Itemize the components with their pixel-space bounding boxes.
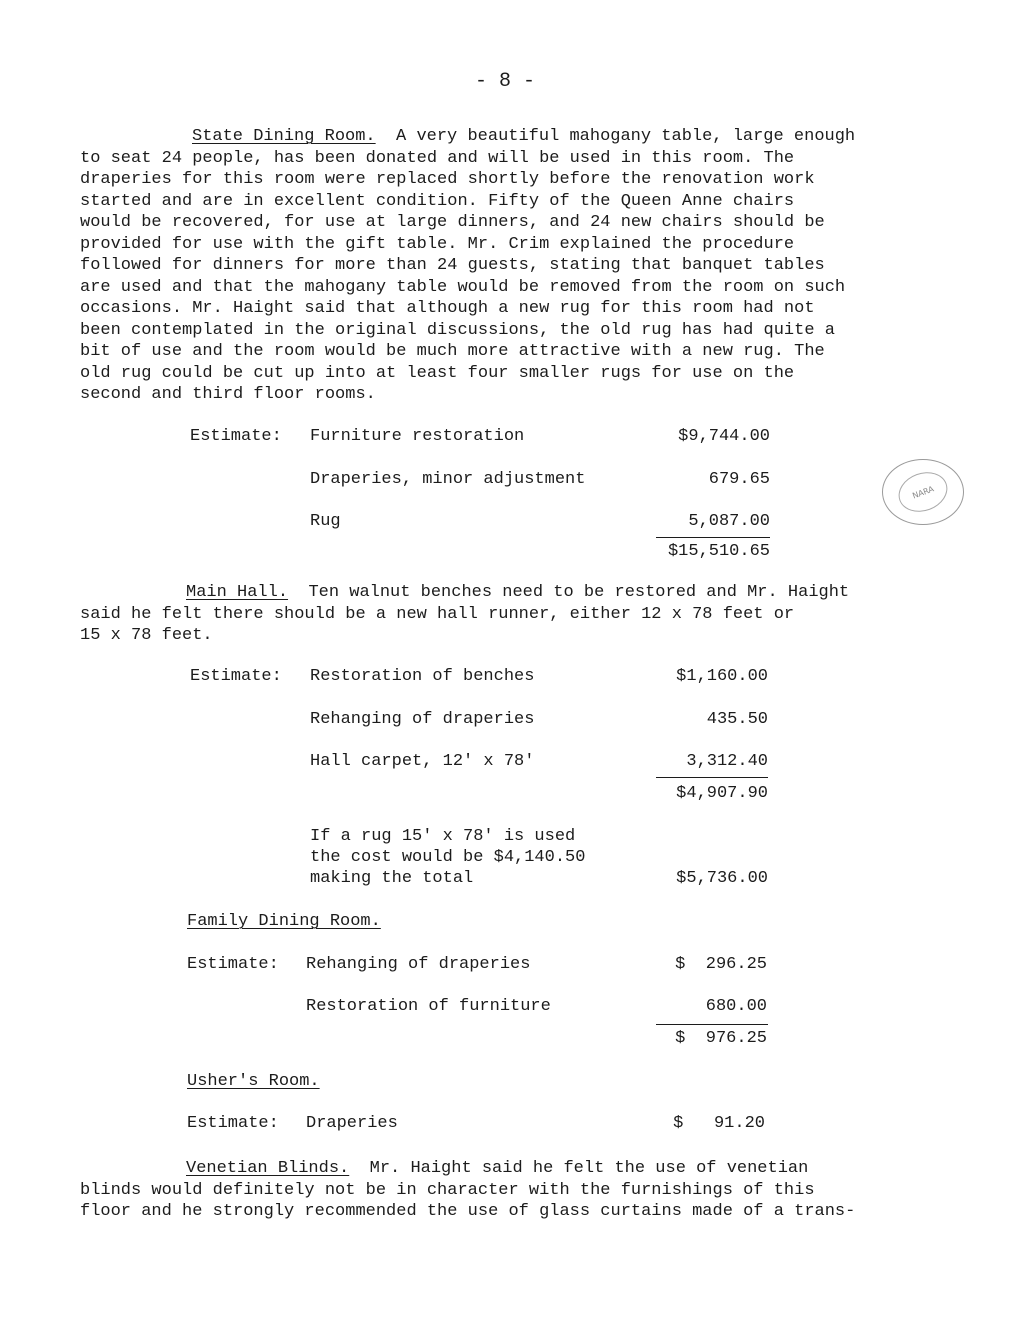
paragraph-first-line: Venetian Blinds. Mr. Haight said he felt the use of venetian — [186, 1159, 809, 1178]
estimate-item-label: Furniture restoration — [310, 427, 525, 446]
paragraph-line: would be recovered, for use at large dinners, and 24 new chairs should be — [80, 213, 825, 232]
estimate-total: $15,510.65 — [667, 542, 770, 561]
paragraph-line: 15 x 78 feet. — [80, 626, 213, 645]
estimate-item-label: Hall carpet, 12' x 78' — [310, 752, 535, 771]
estimate-item-amount: $ 296.25 — [675, 955, 767, 974]
paragraph-line: floor and he strongly recommended the use of glass curtains made of a trans- — [80, 1202, 856, 1221]
estimate-item-amount: 3,312.40 — [686, 752, 768, 771]
estimate-item-amount: 680.00 — [705, 997, 767, 1016]
estimate-item-amount: $ 91.20 — [673, 1114, 765, 1133]
estimate-label: Estimate: — [187, 1114, 279, 1133]
estimate-item-amount: $9,744.00 — [678, 427, 770, 446]
page-number: - 8 - — [475, 70, 536, 93]
alternative-total: $5,736.00 — [676, 869, 768, 888]
section-heading: Family Dining Room. — [187, 912, 381, 931]
section-heading: Main Hall. — [186, 583, 289, 602]
section-heading: State Dining Room. — [192, 127, 376, 146]
paragraph-line: been contemplated in the original discussions, the old rug has had quite a — [80, 320, 835, 340]
paragraph-line: started and are in excellent condition. Fifty of the Queen Anne chairs — [80, 191, 795, 211]
estimate-item-label: Rug — [310, 512, 341, 531]
paragraph-line: provided for use with the gift table. Mr. Crim explained the procedure — [80, 234, 795, 254]
paragraph-line: bit of use and the room would be much more attractive with a new rug. The — [80, 342, 825, 361]
total-rule — [656, 777, 768, 778]
paragraph-line: second and third floor rooms. — [80, 385, 376, 404]
paragraph-line: blinds would definitely not be in character with the furnishings of this — [80, 1180, 815, 1200]
total-rule — [656, 537, 770, 538]
estimate-total: $4,907.90 — [676, 784, 768, 803]
paragraph-line: draperies for this room were replaced shortly before the renovation work — [80, 170, 815, 189]
estimate-item-amount: 5,087.00 — [688, 512, 770, 531]
estimate-label: Estimate: — [187, 955, 279, 974]
paragraph-first-line: State Dining Room. A very beautiful mahogany table, large enough — [192, 127, 856, 146]
estimate-item-label: Rehanging of draperies — [310, 710, 535, 729]
estimate-total: $ 976.25 — [675, 1029, 767, 1048]
estimate-item-amount: $1,160.00 — [676, 667, 768, 686]
section-heading: Venetian Blinds. — [186, 1159, 350, 1178]
paragraph-line: old rug could be cut up into at least four smaller rugs for use on the — [80, 363, 795, 383]
paragraph-line: followed for dinners for more than 24 guests, stating that banquet tables — [80, 256, 825, 275]
estimate-item-label: Draperies — [306, 1114, 398, 1133]
library-stamp-icon — [882, 459, 964, 525]
paragraph-line: occasions. Mr. Haight said that although a new rug for this room had not — [80, 299, 815, 318]
estimate-label: Estimate: — [190, 667, 282, 686]
alternative-note-line: making the total — [310, 869, 474, 888]
estimate-item-label: Rehanging of draperies — [306, 955, 531, 974]
estimate-item-label: Draperies, minor adjustment — [310, 470, 586, 489]
alternative-note-line: the cost would be $4,140.50 — [310, 848, 586, 867]
section-heading: Usher's Room. — [187, 1072, 320, 1091]
estimate-label: Estimate: — [190, 427, 282, 446]
estimate-item-amount: 679.65 — [708, 470, 770, 489]
alternative-note-line: If a rug 15' x 78' is used — [310, 827, 576, 846]
stamp-inner-mark: NARA — [893, 466, 953, 519]
paragraph-line: to seat 24 people, has been donated and will be used in this room. The — [80, 148, 795, 168]
estimate-item-label: Restoration of benches — [310, 667, 535, 686]
total-rule — [656, 1024, 768, 1025]
paragraph-line: are used and that the mahogany table would be removed from the room on such — [80, 277, 846, 297]
estimate-item-amount: 435.50 — [706, 710, 768, 729]
paragraph-line: said he felt there should be a new hall runner, either 12 x 78 feet or — [80, 604, 795, 624]
paragraph-first-line: Main Hall. Ten walnut benches need to be restored and Mr. Haight — [186, 583, 850, 602]
estimate-item-label: Restoration of furniture — [306, 997, 551, 1016]
